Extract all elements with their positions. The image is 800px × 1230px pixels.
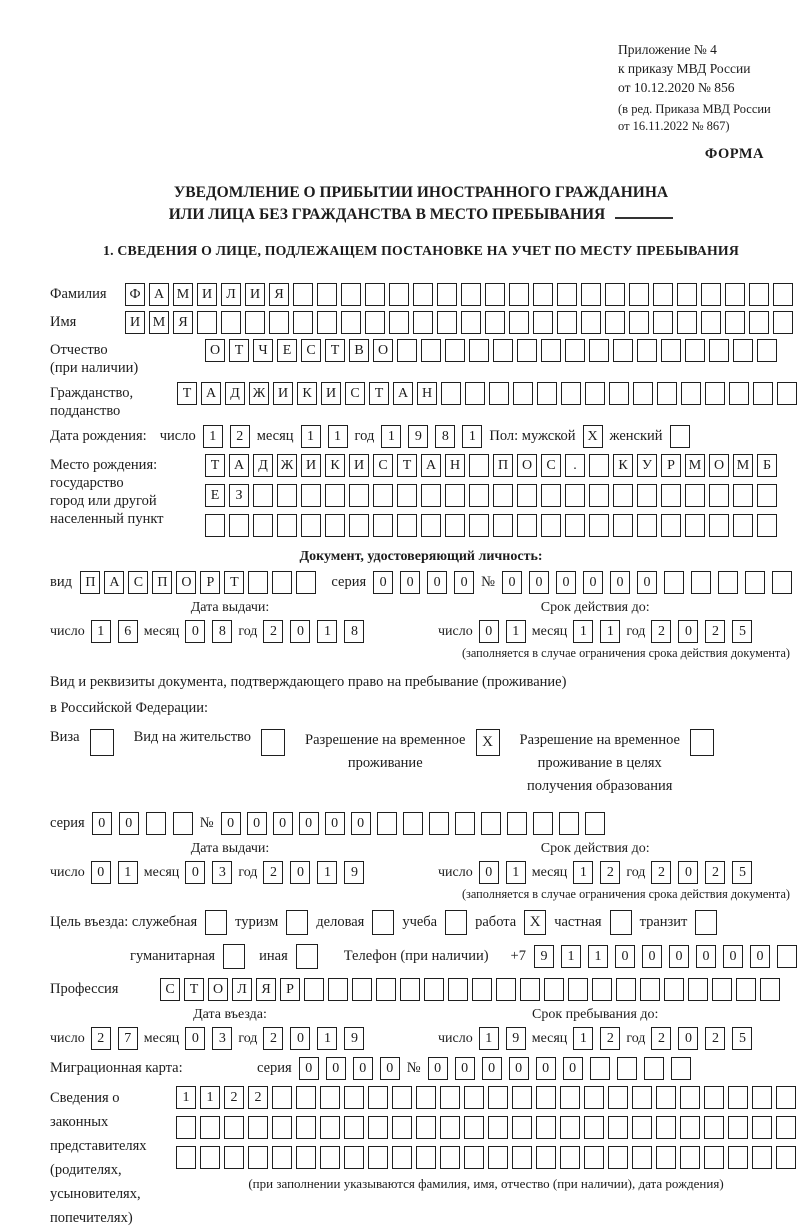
purpose-row — [50, 910, 792, 935]
edu-permit-label-line1: Разрешение на временное — [519, 732, 680, 748]
purpose-humanitarian-label: гуманитарная — [130, 948, 216, 964]
patronymic-label: Отчество — [50, 342, 108, 358]
residence-series-label: серия — [50, 815, 85, 831]
birth-place-label2: государство — [50, 475, 124, 491]
doc-issue-year-label: год — [238, 623, 258, 639]
visa-label: Виза — [50, 729, 80, 745]
edu-permit-label-line3: получения образования — [527, 778, 673, 794]
phone-prefix: +7 — [510, 948, 526, 964]
entry-year-label: год — [238, 1030, 258, 1046]
residence-number-input[interactable]: 0 0 0 0 0 0 — [221, 812, 605, 835]
purpose-work-checkbox[interactable]: X — [524, 910, 546, 935]
purpose-official-checkbox[interactable] — [205, 910, 227, 935]
doc-kind-label: вид — [50, 574, 72, 590]
doc-kind-input[interactable]: П А С П О Р Т — [80, 571, 316, 594]
doc-expiry-day-label: число — [438, 623, 473, 639]
purpose-tourism-checkbox[interactable] — [286, 910, 308, 935]
sex-male-label: Пол: мужской — [489, 428, 576, 444]
birth-month-label: месяц — [256, 428, 294, 444]
annex-line: Приложение № 4 — [618, 42, 717, 57]
residence-issue-year-input[interactable]: 2 0 1 9 — [263, 861, 364, 884]
patronymic-input[interactable]: О Т Ч Е С Т В О — [205, 339, 777, 362]
given-name-row — [50, 311, 792, 334]
residence-series-input[interactable]: 0 0 — [92, 812, 193, 835]
residence-doc-dates — [50, 841, 792, 884]
purpose-private-label: частная — [554, 914, 602, 930]
doc-expiry-year-label: год — [626, 623, 646, 639]
citizenship-label2: подданство — [50, 403, 121, 419]
surname-input[interactable]: Ф А М И Л И Я — [125, 283, 793, 306]
birth-year-label: год — [354, 428, 375, 444]
residence-expiry-note: (заполняется в случае ограничения срока действия документа) — [461, 887, 790, 901]
birth-place-line3-input[interactable] — [205, 514, 777, 537]
citizenship-row — [50, 382, 792, 420]
identity-doc-heading: Документ, удостоверяющий личность: — [299, 549, 543, 564]
residence-issue-month-label: месяц — [143, 864, 180, 880]
patronymic-note: (при наличии) — [50, 360, 139, 376]
residence-issue-day-input[interactable]: 0 1 — [91, 861, 138, 884]
birth-place-line2-input[interactable]: Е З — [205, 484, 777, 507]
residence-doc-intro2: в Российской Федерации: — [50, 700, 209, 716]
migration-number-input[interactable]: 0 0 0 0 0 0 — [428, 1057, 691, 1080]
purpose-study-label: учеба — [402, 914, 438, 930]
residence-issue-month-input[interactable]: 0 3 — [185, 861, 232, 884]
doc-expiry-note: (заполняется в случае ограничения срока действия документа) — [461, 646, 790, 660]
entry-month-label: месяц — [143, 1030, 180, 1046]
section1-heading: 1. СВЕДЕНИЯ О ЛИЦЕ, ПОДЛЕЖАЩЕМ ПОСТАНОВКЕ НА УЧЕТ ПО МЕСТУ ПРЕБЫВАНИЯ — [102, 243, 740, 258]
purpose-private-checkbox[interactable] — [610, 910, 632, 935]
representatives-line1-input[interactable]: 1 1 2 2 — [176, 1086, 796, 1109]
stay-year-input[interactable]: 2 0 2 5 — [651, 1027, 752, 1050]
form-title-line2: ИЛИ ЛИЦА БЕЗ ГРАЖДАНСТВА В МЕСТО ПРЕБЫВАНИЯ — [168, 206, 606, 223]
residence-expiry-day-label: число — [438, 864, 473, 880]
sex-female-checkbox[interactable] — [670, 425, 690, 448]
migration-card-row — [50, 1057, 792, 1080]
sex-female-label: женский — [609, 428, 663, 444]
residence-permit-checkbox[interactable] — [261, 729, 285, 756]
birth-date-row — [50, 425, 792, 448]
revision-line-2: от 16.11.2022 № 867) — [618, 119, 730, 133]
temp-permit-label-line2: проживание — [347, 755, 423, 771]
purpose-business-label: деловая — [316, 914, 365, 930]
purpose-business-checkbox[interactable] — [372, 910, 394, 935]
purpose-work-label: работа — [475, 914, 517, 930]
migration-number-label: № — [406, 1060, 421, 1076]
profession-label: Профессия — [50, 981, 119, 997]
residence-expiry-month-input[interactable]: 1 2 — [573, 861, 620, 884]
revision-line-1: (в ред. Приказа МВД России — [618, 102, 771, 116]
citizenship-input[interactable]: Т А Д Ж И К И С Т А Н — [177, 382, 797, 405]
purpose-official-label: Цель въезда: служебная — [50, 914, 198, 930]
birth-place-label4: населенный пункт — [50, 511, 164, 527]
doc-expiry-heading: Срок действия до: — [540, 600, 650, 615]
given-name-input[interactable]: И М Я — [125, 311, 793, 334]
doc-issue-month-label: месяц — [143, 623, 180, 639]
entry-date-heading: Дата въезда: — [193, 1007, 267, 1022]
migration-series-label: серия — [257, 1060, 292, 1076]
doc-number-input[interactable]: 0 0 0 0 0 0 — [502, 571, 792, 594]
residence-number-label: № — [199, 815, 214, 831]
residence-doc-intro1: Вид и реквизиты документа, подтверждающего право на пребывание (проживание) — [50, 674, 567, 690]
edu-permit-label-line2: проживание в целях — [537, 755, 662, 771]
purpose-row-2 — [130, 944, 792, 969]
doc-issue-day-label: число — [50, 623, 85, 639]
stay-day-label: число — [438, 1030, 473, 1046]
birth-day-input[interactable]: 1 2 — [203, 425, 250, 448]
representatives-note: (при заполнении указываются фамилия, имя, отчество (при наличии), дата рождения) — [248, 1176, 724, 1191]
birth-place-label: Место рождения: — [50, 457, 158, 473]
edu-permit-checkbox[interactable] — [690, 729, 714, 756]
identity-doc-row — [50, 571, 792, 594]
birth-place-label3: город или другой — [50, 493, 157, 509]
rep-label-line1: Сведения о — [50, 1090, 120, 1106]
residence-permit-label: Вид на жительство — [133, 729, 252, 745]
birth-place-line1-input[interactable]: Т А Д Ж И К И С Т А Н П О С . К У Р М О М Б — [205, 454, 777, 477]
residence-issue-day-label: число — [50, 864, 85, 880]
identity-doc-dates — [50, 600, 792, 643]
doc-issue-day-input[interactable]: 1 6 — [91, 620, 138, 643]
purpose-tourism-label: туризм — [235, 914, 279, 930]
doc-expiry-year-input[interactable]: 2 0 2 5 — [651, 620, 752, 643]
profession-input[interactable]: С Т О Л Я Р — [160, 978, 780, 1001]
birth-place-row — [50, 454, 792, 544]
phone-input[interactable]: 9 1 1 0 0 0 0 0 0 — [534, 945, 797, 968]
doc-number-label: № — [481, 574, 495, 590]
entry-dates — [50, 1007, 792, 1050]
entry-month-input[interactable]: 0 3 — [185, 1027, 232, 1050]
form-label: ФОРМА — [704, 146, 764, 162]
doc-issue-heading: Дата выдачи: — [190, 600, 270, 615]
entry-day-label: число — [50, 1030, 85, 1046]
doc-series-label: серия — [331, 574, 367, 590]
doc-issue-year-input[interactable]: 2 0 1 8 — [263, 620, 364, 643]
sex-male-checkbox[interactable]: X — [583, 425, 603, 448]
doc-expiry-month-input[interactable]: 1 1 — [573, 620, 620, 643]
purpose-study-checkbox[interactable] — [445, 910, 467, 935]
patronymic-row — [50, 339, 792, 377]
surname-row — [50, 283, 792, 306]
rep-label-line6: попечителях) — [50, 1210, 133, 1226]
order-line: к приказу МВД России — [618, 61, 751, 76]
purpose-transit-checkbox[interactable] — [695, 910, 717, 935]
doc-expiry-day-input[interactable]: 0 1 — [479, 620, 526, 643]
representatives-line3-input[interactable] — [176, 1146, 796, 1169]
residence-doc-series-row — [50, 812, 792, 835]
purpose-humanitarian-checkbox[interactable] — [223, 944, 245, 969]
title-blank-line — [615, 204, 673, 219]
purpose-other-label: иная — [259, 948, 288, 964]
rep-label-line5: усыновителях, — [50, 1186, 141, 1202]
residence-expiry-year-label: год — [626, 864, 646, 880]
doc-series-input[interactable]: 0 0 0 0 — [373, 571, 474, 594]
stay-month-input[interactable]: 1 2 — [573, 1027, 620, 1050]
residence-expiry-year-input[interactable]: 2 0 2 5 — [651, 861, 752, 884]
rep-label-line2: законных — [50, 1114, 109, 1130]
rep-label-line3: представителях — [50, 1138, 147, 1154]
order-number-line: от 10.12.2020 № 856 — [618, 80, 735, 95]
form-title — [50, 182, 792, 226]
stay-month-label: месяц — [531, 1030, 568, 1046]
migration-card-label: Миграционная карта: — [50, 1060, 183, 1076]
phone-label: Телефон (при наличии) — [343, 948, 489, 964]
residence-issue-year-label: год — [238, 864, 258, 880]
representatives-block — [50, 1086, 792, 1230]
profession-row — [50, 978, 792, 1001]
stay-until-heading: Срок пребывания до: — [531, 1007, 659, 1022]
temp-permit-checkbox[interactable]: X — [476, 729, 500, 756]
form-title-line1: УВЕДОМЛЕНИЕ О ПРИБЫТИИ ИНОСТРАННОГО ГРАЖДАНИНА — [173, 184, 669, 201]
legal-header — [618, 40, 771, 135]
purpose-other-checkbox[interactable] — [296, 944, 318, 969]
birth-year-input[interactable]: 1 9 8 1 — [381, 425, 482, 448]
residence-expiry-heading: Срок действия до: — [540, 841, 650, 856]
surname-label: Фамилия — [50, 286, 107, 302]
rep-label-line4: (родителях, — [50, 1162, 122, 1178]
migration-series-input[interactable]: 0 0 0 0 — [299, 1057, 400, 1080]
birth-date-label: Дата рождения: — [50, 428, 147, 444]
birth-month-input[interactable]: 1 1 — [301, 425, 348, 448]
doc-expiry-month-label: месяц — [531, 623, 568, 639]
residence-expiry-day-input[interactable]: 0 1 — [479, 861, 526, 884]
stay-year-label: год — [626, 1030, 646, 1046]
temp-permit-label-line1: Разрешение на временное — [305, 732, 466, 748]
entry-year-input[interactable]: 2 0 1 9 — [263, 1027, 364, 1050]
visa-checkbox[interactable] — [90, 729, 114, 756]
stay-day-input[interactable]: 1 9 — [479, 1027, 526, 1050]
purpose-transit-label: транзит — [639, 914, 688, 930]
residence-expiry-month-label: месяц — [531, 864, 568, 880]
entry-day-input[interactable]: 2 7 — [91, 1027, 138, 1050]
residence-issue-heading: Дата выдачи: — [190, 841, 270, 856]
citizenship-label: Гражданство, — [50, 385, 134, 401]
birth-day-label: число — [159, 428, 196, 444]
representatives-line2-input[interactable] — [176, 1116, 796, 1139]
residence-doc-types — [50, 729, 792, 798]
doc-issue-month-input[interactable]: 0 8 — [185, 620, 232, 643]
given-name-label: Имя — [50, 314, 77, 330]
